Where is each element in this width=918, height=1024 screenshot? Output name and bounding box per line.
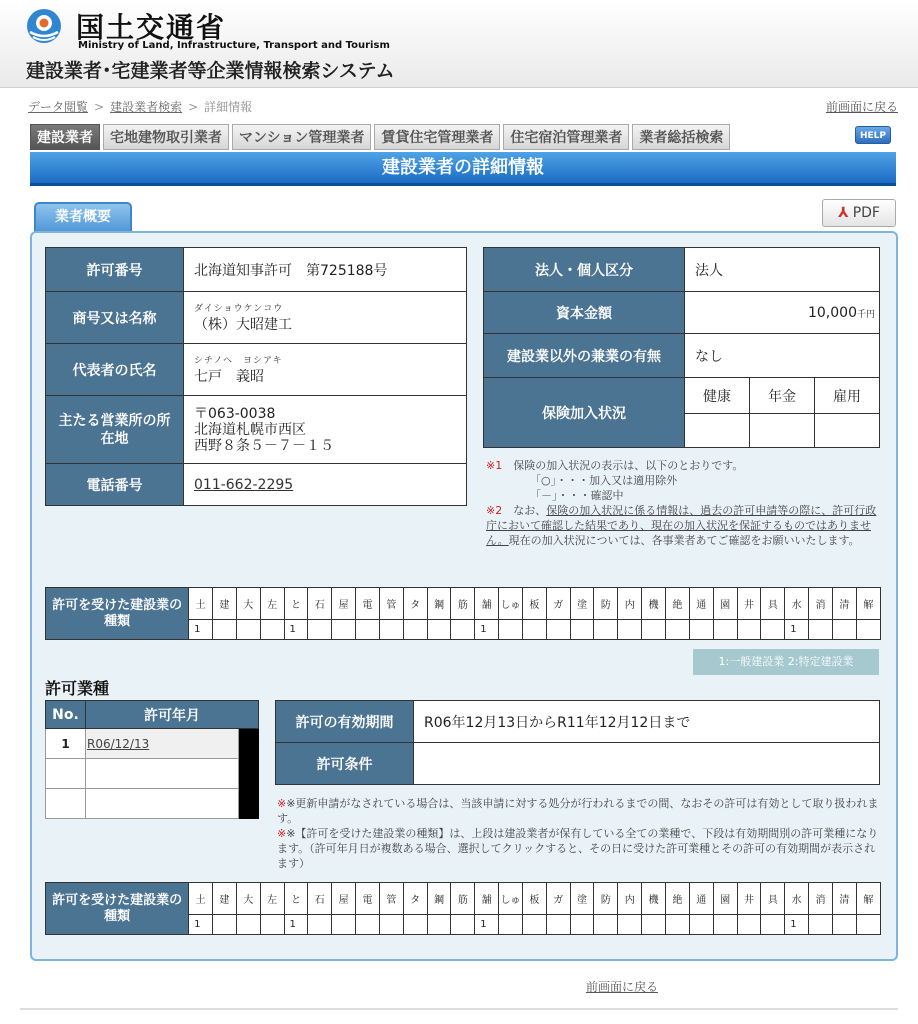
tab-construction[interactable]: 建設業者 [30, 124, 100, 150]
trade-header-cell: 通 [689, 588, 713, 620]
note-2-text-underlined: 保険の加入状況に係る情報は、過去の許可申請等の際に、許可行政庁において確認した結果であり、現在の加入状況を保証するものではありません。 [486, 504, 877, 547]
trade-header-cell: タ [403, 883, 427, 915]
trade-header-cell: 具 [761, 883, 785, 915]
trade-grid-bottom [45, 882, 881, 935]
trade-value-cell [809, 915, 833, 935]
trade-value-cell [761, 915, 785, 935]
value-company-name [184, 292, 467, 344]
trade-grid-top [45, 587, 881, 640]
legend-box: 1:一般建設業 2:特定建設業 [693, 649, 879, 675]
trade-header-cell: 防 [594, 883, 618, 915]
pdf-icon: ⅄ [838, 205, 849, 221]
value-entity-type: 法人 [685, 248, 880, 292]
trade-value-cell [594, 620, 618, 640]
permit-row [46, 789, 259, 819]
trade-value-cell [689, 620, 713, 640]
trade-value-cell: 1 [785, 620, 809, 640]
trade-header-cell: 鋼 [427, 883, 451, 915]
breadcrumb-current: 詳細情報 [204, 100, 253, 114]
value-representative [184, 344, 467, 396]
permit-row[interactable] [46, 729, 259, 759]
label-phone: 電話番号 [46, 464, 184, 506]
permit-section-heading: 許可業種 [45, 679, 110, 698]
label-company-name: 商号又は名称 [46, 292, 184, 344]
trade-value-cell: 1 [284, 915, 308, 935]
trade-header-cell: と [284, 883, 308, 915]
ministry-logo-icon [26, 8, 62, 44]
trade-header-cell: 大 [236, 883, 260, 915]
permit-note-1: ※※更新申請がなされている場合は、当該申請に対する処分が行われるまでの間、なおその許可は有効として取り扱われます。 [277, 797, 879, 825]
value-validity-period: R06年12月13日からR11年12月12日まで [414, 701, 880, 743]
trade-header-cell: ガ [546, 883, 570, 915]
trade-header-cell: 防 [594, 588, 618, 620]
company-name: （株）大昭建工 [194, 317, 292, 333]
trade-header-cell: 消 [809, 883, 833, 915]
trade-header-cell: 板 [522, 883, 546, 915]
trade-value-cell [308, 620, 332, 640]
tab-real-estate[interactable]: 宅地建物取引業者 [103, 124, 229, 150]
company-info-table [45, 247, 467, 506]
note-2-mark: ※2 [486, 504, 503, 517]
label-validity-period: 許可の有効期間 [276, 701, 414, 743]
ministry-name: 国土交通省 [76, 11, 227, 44]
trade-header-cell: 石 [308, 883, 332, 915]
trade-header-cell: 屋 [332, 883, 356, 915]
trade-value-cell [642, 620, 666, 640]
permit-row-date [86, 759, 239, 789]
trade-header-cell: 絶 [666, 588, 690, 620]
label-address: 主たる営業所の所在地 [46, 396, 184, 464]
representative-kana: シチノヘ ヨシアキ [194, 356, 283, 366]
col-no: No. [46, 701, 86, 729]
trade-header-cell: 井 [737, 883, 761, 915]
trade-value-cell [212, 915, 236, 935]
trade-value-cell [546, 915, 570, 935]
trade-header-cell: 水 [785, 883, 809, 915]
insurance-employment-value [815, 414, 880, 448]
label-capital: 資本金額 [484, 292, 685, 334]
pdf-button[interactable] [822, 199, 896, 227]
trade-value-cell [618, 915, 642, 935]
tab-condo-management[interactable]: マンション管理業者 [232, 124, 371, 150]
note-1-mark: ※1 [486, 459, 503, 472]
back-link-bottom[interactable]: 前画面に戻る [586, 980, 659, 994]
trade-header-cell: 水 [785, 588, 809, 620]
trade-value-cell [737, 620, 761, 640]
label-insurance: 保険加入状況 [484, 378, 685, 448]
trade-grid-label: 許可を受けた建設業の種類 [46, 588, 189, 640]
trade-header-cell: 絶 [666, 883, 690, 915]
trade-header-cell: 内 [618, 883, 642, 915]
trade-header-cell: 舗 [475, 588, 499, 620]
trade-value-cell: 1 [475, 620, 499, 640]
capital-unit: 千円 [856, 309, 875, 320]
help-button[interactable]: HELP [855, 126, 891, 144]
col-date: 許可年月 [86, 701, 259, 729]
trade-header-cell: 筋 [451, 883, 475, 915]
trade-header-cell: 園 [713, 588, 737, 620]
capital-amount: 10,000 [807, 304, 857, 321]
insurance-employment-header: 雇用 [815, 378, 880, 414]
trade-header-cell: と [284, 588, 308, 620]
trade-value-cell [713, 620, 737, 640]
trade-value-cell [499, 620, 523, 640]
trade-header-cell: しゅ [499, 588, 523, 620]
trade-header-cell: 塗 [570, 883, 594, 915]
trade-header-cell: 管 [379, 883, 403, 915]
trade-grid-label: 許可を受けた建設業の種類 [46, 883, 189, 935]
permit-row-date [86, 789, 239, 819]
site-header [0, 0, 918, 88]
permit-row-no: 1 [46, 729, 86, 759]
trade-value-cell [761, 620, 785, 640]
trade-value-cell [737, 915, 761, 935]
trade-header-cell: 左 [260, 883, 284, 915]
trade-value-cell [666, 915, 690, 935]
label-representative: 代表者の氏名 [46, 344, 184, 396]
trade-header-cell: 電 [356, 883, 380, 915]
label-entity-type: 法人・個人区分 [484, 248, 685, 292]
trade-value-cell [713, 915, 737, 935]
trade-value-cell [618, 620, 642, 640]
trade-value-cell [427, 620, 451, 640]
insurance-pension-value [750, 414, 815, 448]
pdf-label: PDF [852, 205, 880, 221]
trade-header-cell: 機 [642, 588, 666, 620]
trade-header-cell: 石 [308, 588, 332, 620]
breadcrumb: データ閲覧 > 建設業者検索 > 詳細情報 [28, 100, 253, 114]
back-link-top[interactable]: 前画面に戻る [825, 100, 898, 114]
trade-value-cell [260, 915, 284, 935]
permit-row-no [46, 789, 86, 819]
corporate-info-table [483, 247, 880, 448]
trade-value-cell [451, 915, 475, 935]
trade-value-cell [546, 620, 570, 640]
tab-lodging-management[interactable]: 住宅宿泊管理業者 [503, 124, 629, 150]
trade-header-cell: 清 [832, 883, 856, 915]
trade-value-cell [356, 915, 380, 935]
trade-value-cell [403, 620, 427, 640]
value-address [184, 396, 467, 464]
permit-row [46, 759, 259, 789]
trade-value-cell [856, 620, 880, 640]
label-side-business: 建設業以外の兼業の有無 [484, 334, 685, 378]
trade-header-cell: タ [403, 588, 427, 620]
address-line1: 北海道札幌市西区 [194, 421, 306, 438]
trade-value-cell [832, 915, 856, 935]
trade-value-cell [379, 915, 403, 935]
note-1-line3: 「－」・・・確認中 [530, 489, 624, 502]
trade-header-cell: ガ [546, 588, 570, 620]
trade-header-cell: 通 [689, 883, 713, 915]
trade-value-cell [856, 915, 880, 935]
trade-value-cell [522, 620, 546, 640]
trade-value-cell [356, 620, 380, 640]
trade-header-cell: 舗 [475, 883, 499, 915]
permit-list-scrollbar[interactable] [239, 729, 259, 759]
trade-value-cell [689, 915, 713, 935]
tab-rental-management[interactable]: 賃貸住宅管理業者 [374, 124, 500, 150]
value-permit-no: 北海道知事許可 第725188号 [184, 248, 467, 292]
note-1-line2: 「○」・・・加入又は適用除外 [530, 474, 678, 487]
trade-header-cell: 清 [832, 588, 856, 620]
permit-list [45, 700, 259, 819]
trade-value-cell [594, 915, 618, 935]
trade-value-cell [809, 620, 833, 640]
note-2-text-a: なお、 [513, 504, 547, 517]
footer-divider [20, 1008, 898, 1010]
address-line2: 西野８条５－７－１５ [194, 437, 334, 454]
trade-value-cell [403, 915, 427, 935]
note-2-text-b: 現在の加入状況については、各事業者あてご確認をお願いいたします。 [508, 534, 860, 547]
value-side-business: なし [685, 334, 880, 378]
trade-header-cell: 土 [189, 883, 213, 915]
insurance-pension-header: 年金 [750, 378, 815, 414]
trade-header-cell: 具 [761, 588, 785, 620]
trade-value-cell: 1 [785, 915, 809, 935]
trade-value-cell [332, 620, 356, 640]
trade-header-cell: 消 [809, 588, 833, 620]
value-permit-condition [414, 743, 880, 785]
company-name-kana: ダイショウケンコウ [194, 304, 284, 314]
insurance-notes [486, 458, 881, 548]
trade-value-cell [379, 620, 403, 640]
trade-header-cell: 管 [379, 588, 403, 620]
tab-general-search[interactable]: 業者総括検索 [632, 124, 730, 150]
trade-value-cell [236, 915, 260, 935]
trade-value-cell: 1 [475, 915, 499, 935]
permit-note-2: ※※【許可を受けた建設業の種類】は、上段は建設業者が保有している全ての業種で、下段は有効期間別の許可業種になります。（許可年月日が複数ある場合、選択してクリックすると、その日に受けた許可業種とその許可の有効期間が表示されます） [277, 827, 879, 870]
trade-value-cell [832, 620, 856, 640]
trade-value-cell [642, 915, 666, 935]
trade-value-cell [570, 915, 594, 935]
system-title: 建設業者･宅建業者等企業情報検索システム [26, 60, 395, 82]
trade-value-cell [212, 620, 236, 640]
trade-header-cell: 井 [737, 588, 761, 620]
page-title: 建設業者の詳細情報 [30, 152, 896, 186]
breadcrumb-contractor-search[interactable]: 建設業者検索 [110, 100, 183, 114]
label-permit-condition: 許可条件 [276, 743, 414, 785]
note-1-text: 保険の加入状況の表示は、以下のとおりです。 [513, 459, 744, 472]
trade-header-cell: 左 [260, 588, 284, 620]
trade-value-cell [451, 620, 475, 640]
trade-value-cell: 1 [284, 620, 308, 640]
label-permit-no: 許可番号 [46, 248, 184, 292]
permit-list-scrollbar[interactable] [239, 789, 259, 819]
trade-value-cell [522, 915, 546, 935]
section-tab-overview[interactable]: 業者概要 [34, 202, 132, 232]
trade-value-cell [666, 620, 690, 640]
trade-header-cell: 内 [618, 588, 642, 620]
trade-value-cell [332, 915, 356, 935]
value-capital [685, 292, 880, 334]
trade-header-cell: 園 [713, 883, 737, 915]
trade-header-cell: 板 [522, 588, 546, 620]
breadcrumb-data-view[interactable]: データ閲覧 [28, 100, 89, 114]
trade-value-cell: 1 [189, 620, 213, 640]
trade-header-cell: 鋼 [427, 588, 451, 620]
trade-header-cell: 塗 [570, 588, 594, 620]
representative-name: 七戸 義昭 [194, 369, 264, 385]
permit-date-link[interactable]: R06/12/13 [87, 736, 150, 751]
insurance-health-header: 健康 [685, 378, 750, 414]
trade-header-cell: 解 [856, 588, 880, 620]
permit-row-no [46, 759, 86, 789]
trade-header-cell: 解 [856, 883, 880, 915]
trade-header-cell: 大 [236, 588, 260, 620]
trade-header-cell: 建 [212, 588, 236, 620]
trade-header-cell: 筋 [451, 588, 475, 620]
trade-header-cell: 屋 [332, 588, 356, 620]
permit-notes [277, 796, 881, 871]
address-postal: 〒063-0038 [194, 405, 276, 422]
insurance-health-value [685, 414, 750, 448]
trade-value-cell [499, 915, 523, 935]
trade-value-cell [236, 620, 260, 640]
trade-header-cell: 建 [212, 883, 236, 915]
phone-link[interactable]: 011-662-2295 [194, 476, 294, 493]
category-tabs [30, 124, 730, 150]
trade-value-cell: 1 [189, 915, 213, 935]
validity-table [275, 700, 880, 785]
trade-value-cell [570, 620, 594, 640]
permit-list-scrollbar[interactable] [239, 759, 259, 789]
trade-header-cell: しゅ [499, 883, 523, 915]
ministry-name-english: Ministry of Land, Infrastructure, Transport and Tourism [78, 40, 390, 51]
trade-value-cell [308, 915, 332, 935]
trade-value-cell [260, 620, 284, 640]
trade-value-cell [427, 915, 451, 935]
trade-header-cell: 機 [642, 883, 666, 915]
trade-header-cell: 電 [356, 588, 380, 620]
trade-header-cell: 土 [189, 588, 213, 620]
